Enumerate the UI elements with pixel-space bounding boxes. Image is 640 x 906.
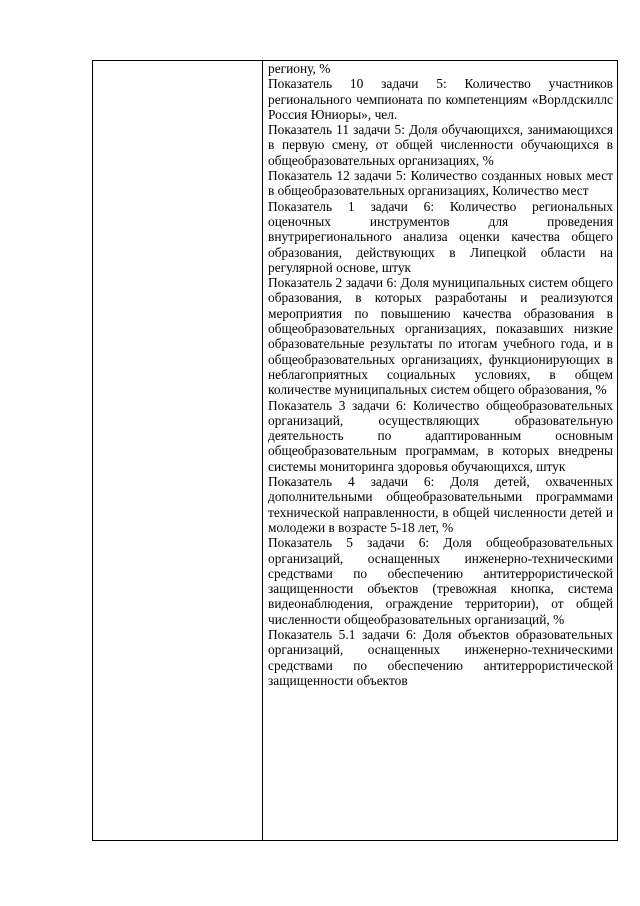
table-paragraph: Показатель 11 задачи 5: Доля обучающихся, занимающихся в первую смену, от общей численности обучающихся в общеобразовательных организациях, %: [268, 122, 613, 168]
table-paragraph: Показатель 2 задачи 6: Доля муниципальных систем общего образования, в которых разработаны и реализуются мероприятия по повышению качества образования в общеобразовательных организациях, показавших низкие образовательные результаты по итогам учебного года, и в общеобразовательных организациях, функционирующих в неблагоприятных социальных условиях, в общем количестве муниципальных систем общего образования, %: [268, 275, 613, 398]
table-paragraph: Показатель 5.1 задачи 6: Доля объектов образовательных организаций, оснащенных инженерно-техническими средствами по обеспечению антитеррористической защищенности объектов: [268, 626, 613, 688]
table-paragraph: Показатель 4 задачи 6: Доля детей, охваченных дополнительными общеобразовательными программами технической направленности, в общей численности детей и молодежи в возрасте 5-18 лет, %: [268, 474, 613, 535]
table-paragraph: Показатель 5 задачи 6: Доля общеобразовательных организаций, оснащенных инженерно-техническими средствами по обеспечению антитеррористической защищенности объектов (тревожная кнопка, система видеонаблюдения, ограждение территории), от общей численности общеобразовательных организаций, %: [268, 535, 613, 627]
table-paragraph: Показатель 10 задачи 5: Количество участников регионального чемпионата по компетенциям «Ворлдскиллс Россия Юниоры», чел.: [268, 76, 613, 122]
table-right-column: [268, 61, 613, 840]
table-paragraph: региону, %: [268, 61, 331, 76]
table-paragraph: Показатель 12 задачи 5: Количество созданных новых мест в общеобразовательных организациях, Количество мест: [268, 168, 613, 199]
table-paragraph: Показатель 1 задачи 6: Количество региональных оценочных инструментов для проведения внутрирегионального анализа оценки качества общего образования, действующих в Липецкой области на регулярной основе, штук: [268, 198, 613, 275]
indicator-table: [92, 60, 618, 841]
table-paragraph: Показатель 3 задачи 6: Количество общеобразовательных организаций, осуществляющих образовательную деятельность по адаптированным основным общеобразовательным программам, в которых внедрены системы мониторинга здоровья обучающихся, штук: [268, 397, 613, 474]
table-left-column: [93, 61, 263, 840]
